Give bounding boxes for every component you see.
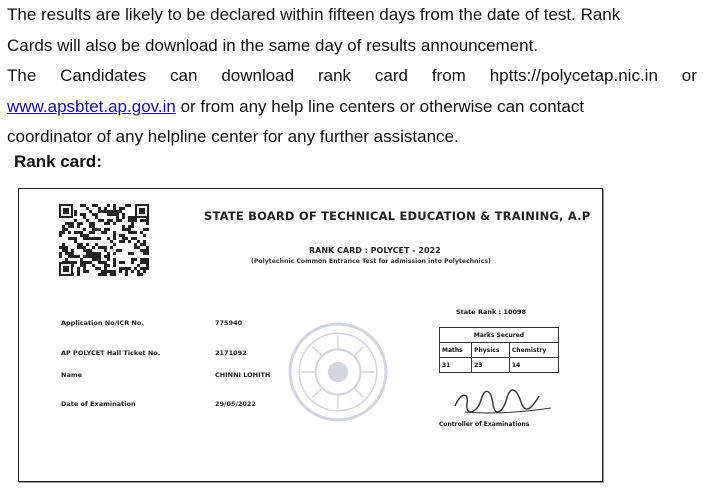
text-line — [7, 92, 697, 123]
text-line — [7, 61, 697, 92]
field-value: 775940 — [215, 319, 243, 327]
state-rank: State Rank : 10098 — [456, 308, 527, 316]
text-line: Cards will also be download in the same day of results announcement. — [7, 35, 539, 55]
field-label: Application No/ICR No. — [61, 319, 144, 327]
subject-label: Maths — [440, 343, 472, 358]
subject-label: Physics — [472, 343, 510, 358]
field-value: 29/05/2022 — [215, 400, 256, 408]
intro-text — [7, 0, 697, 153]
card-title: RANK CARD : POLYCET - 2022 — [309, 246, 441, 255]
paragraph-results — [7, 0, 697, 61]
score-value: 14 — [509, 358, 558, 373]
word: Candidates — [60, 66, 147, 85]
board-name: STATE BOARD OF TECHNICAL EDUCATION & TRAINING, A.P — [204, 209, 591, 223]
marks-header: Marks Secured — [440, 328, 559, 343]
text-line: coordinator of any helpline center for any further assistance. — [7, 127, 459, 146]
text-line: The results are likely to be declared within fifteen days from the date of test. Rank — [7, 5, 621, 24]
word: download — [221, 66, 295, 85]
word: rank — [317, 66, 352, 85]
word: can — [170, 66, 198, 85]
field-value: CHINNI LOHITH — [215, 371, 271, 379]
word: The — [7, 66, 37, 85]
section-heading: Rank card: — [14, 152, 102, 171]
field-value: 2171092 — [215, 349, 247, 357]
word: card — [374, 66, 408, 85]
seal-icon — [287, 321, 389, 423]
text-fragment: or from any help line centers or otherwise can contact — [175, 96, 585, 116]
signature-icon — [447, 384, 557, 420]
subject-label: Chemistry — [509, 343, 558, 358]
field-label: Name — [61, 371, 83, 379]
score-value: 23 — [472, 358, 510, 373]
word: from — [431, 66, 466, 85]
word: hptts://polycetap.nic.in — [489, 66, 658, 85]
controller-label: Controller of Examinations — [439, 421, 530, 428]
qr-code-icon — [59, 204, 149, 276]
card-subtitle: (Polytechnic Common Entrance Test for admission into Polytechnics) — [251, 258, 491, 265]
marks-table — [439, 327, 559, 373]
rank-card-image — [18, 188, 603, 482]
field-label: Date of Examination — [61, 400, 136, 408]
word: or — [681, 66, 697, 85]
field-label: AP POLYCET Hall Ticket No. — [61, 349, 161, 357]
apsbtet-link[interactable]: www.apsbtet.ap.gov.in — [7, 96, 176, 116]
score-value: 31 — [440, 358, 472, 373]
paragraph-download — [7, 61, 697, 153]
